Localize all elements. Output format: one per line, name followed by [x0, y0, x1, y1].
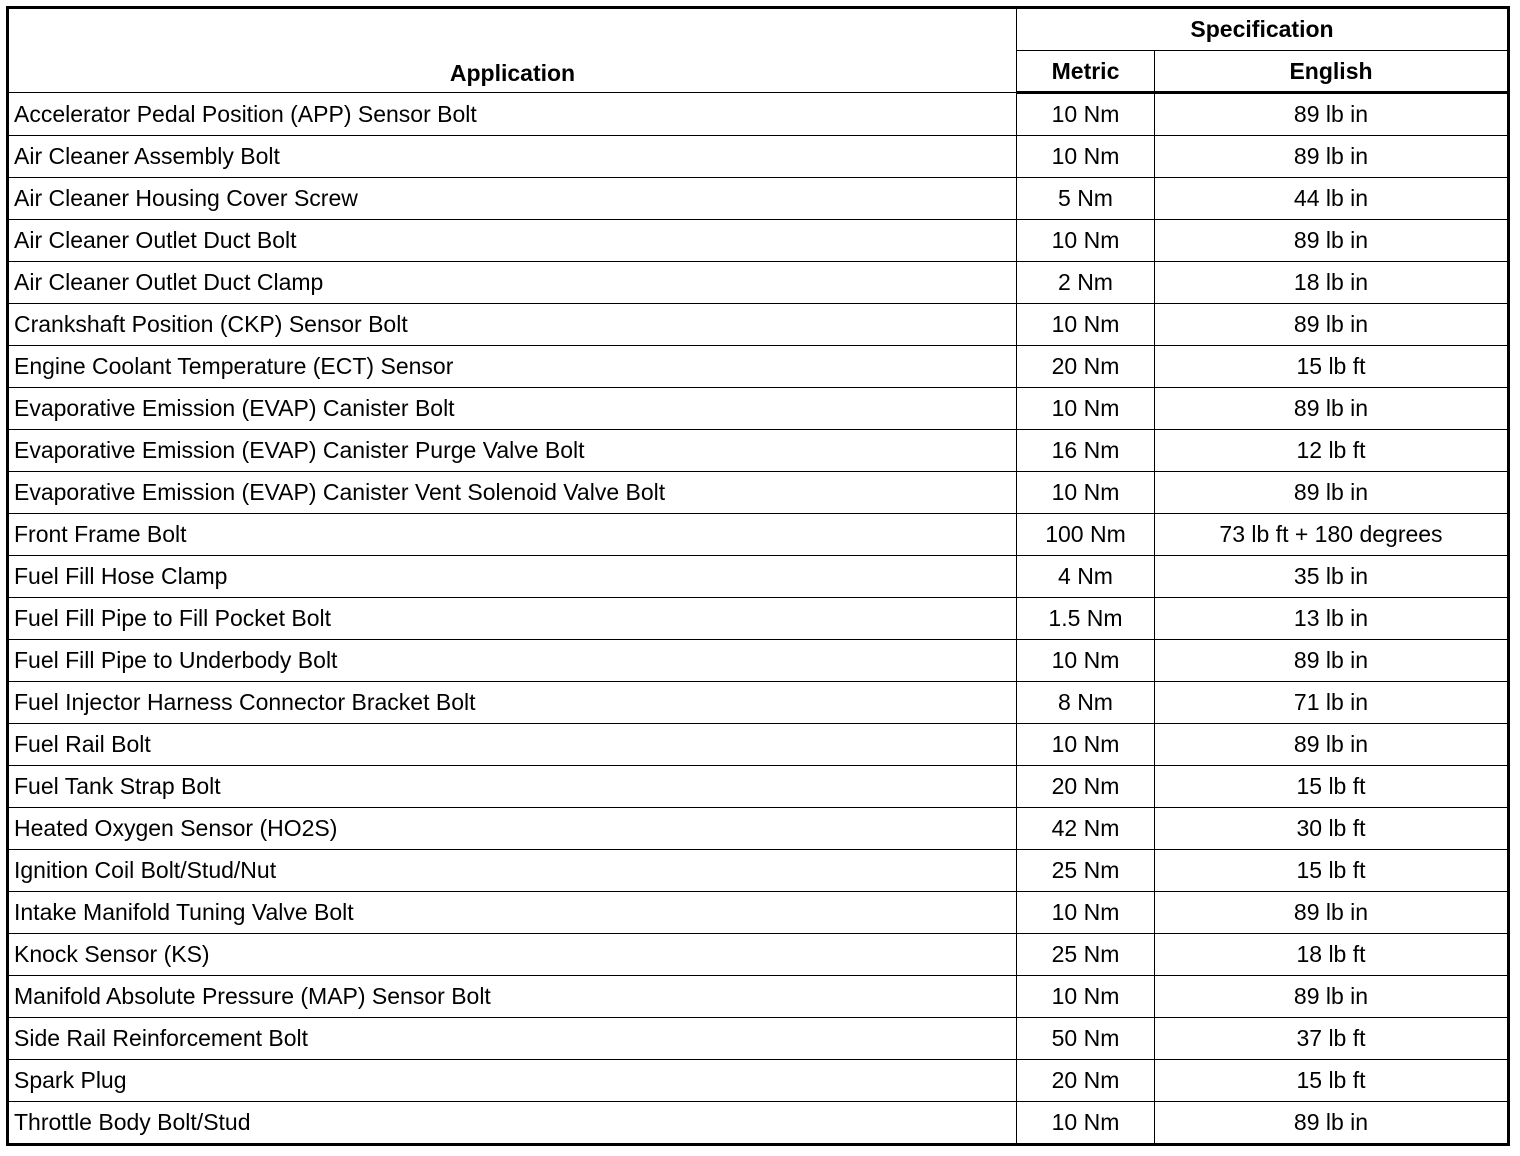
application-cell: Evaporative Emission (EVAP) Canister Vent Solenoid Valve Bolt [8, 472, 1017, 514]
english-value-cell: 13 lb in [1155, 598, 1509, 640]
application-cell: Side Rail Reinforcement Bolt [8, 1018, 1017, 1060]
table-row [8, 1060, 1509, 1102]
metric-value-cell: 42 Nm [1017, 808, 1155, 850]
application-cell: Front Frame Bolt [8, 514, 1017, 556]
english-value-cell: 89 lb in [1155, 724, 1509, 766]
metric-value-cell: 2 Nm [1017, 262, 1155, 304]
metric-value-cell: 20 Nm [1017, 766, 1155, 808]
application-cell: Air Cleaner Outlet Duct Clamp [8, 262, 1017, 304]
english-value-cell: 37 lb ft [1155, 1018, 1509, 1060]
table-row [8, 1018, 1509, 1060]
english-value-cell: 18 lb ft [1155, 934, 1509, 976]
header-row-top [8, 8, 1509, 51]
english-value-cell: 73 lb ft + 180 degrees [1155, 514, 1509, 556]
application-cell: Fuel Injector Harness Connector Bracket Bolt [8, 682, 1017, 724]
table-row [8, 262, 1509, 304]
table-row [8, 514, 1509, 556]
english-value-cell: 89 lb in [1155, 304, 1509, 346]
table-row [8, 766, 1509, 808]
application-cell: Fuel Fill Pipe to Fill Pocket Bolt [8, 598, 1017, 640]
metric-value-cell: 16 Nm [1017, 430, 1155, 472]
table-row [8, 304, 1509, 346]
metric-value-cell: 10 Nm [1017, 1102, 1155, 1145]
metric-value-cell: 1.5 Nm [1017, 598, 1155, 640]
table-header [8, 8, 1509, 93]
metric-value-cell: 8 Nm [1017, 682, 1155, 724]
application-column-header: Application [8, 8, 1017, 93]
metric-value-cell: 25 Nm [1017, 934, 1155, 976]
english-value-cell: 89 lb in [1155, 220, 1509, 262]
application-cell: Engine Coolant Temperature (ECT) Sensor [8, 346, 1017, 388]
english-value-cell: 35 lb in [1155, 556, 1509, 598]
english-value-cell: 89 lb in [1155, 892, 1509, 934]
metric-value-cell: 10 Nm [1017, 640, 1155, 682]
table-row [8, 220, 1509, 262]
english-value-cell: 15 lb ft [1155, 1060, 1509, 1102]
table-row [8, 808, 1509, 850]
application-cell: Manifold Absolute Pressure (MAP) Sensor Bolt [8, 976, 1017, 1018]
table-row [8, 1102, 1509, 1145]
table-row [8, 430, 1509, 472]
metric-value-cell: 10 Nm [1017, 304, 1155, 346]
english-value-cell: 89 lb in [1155, 472, 1509, 514]
english-value-cell: 12 lb ft [1155, 430, 1509, 472]
english-value-cell: 89 lb in [1155, 388, 1509, 430]
application-cell: Evaporative Emission (EVAP) Canister Purge Valve Bolt [8, 430, 1017, 472]
application-cell: Fuel Fill Pipe to Underbody Bolt [8, 640, 1017, 682]
metric-value-cell: 50 Nm [1017, 1018, 1155, 1060]
application-cell: Fuel Tank Strap Bolt [8, 766, 1017, 808]
metric-value-cell: 10 Nm [1017, 93, 1155, 136]
table-row [8, 850, 1509, 892]
application-cell: Ignition Coil Bolt/Stud/Nut [8, 850, 1017, 892]
metric-value-cell: 4 Nm [1017, 556, 1155, 598]
table-row [8, 640, 1509, 682]
metric-column-header: Metric [1017, 51, 1155, 93]
table-row [8, 136, 1509, 178]
application-cell: Accelerator Pedal Position (APP) Sensor Bolt [8, 93, 1017, 136]
english-value-cell: 89 lb in [1155, 93, 1509, 136]
application-cell: Fuel Rail Bolt [8, 724, 1017, 766]
metric-value-cell: 20 Nm [1017, 346, 1155, 388]
application-cell: Fuel Fill Hose Clamp [8, 556, 1017, 598]
metric-value-cell: 20 Nm [1017, 1060, 1155, 1102]
metric-value-cell: 10 Nm [1017, 136, 1155, 178]
english-value-cell: 89 lb in [1155, 1102, 1509, 1145]
application-cell: Air Cleaner Housing Cover Screw [8, 178, 1017, 220]
metric-value-cell: 25 Nm [1017, 850, 1155, 892]
metric-value-cell: 10 Nm [1017, 388, 1155, 430]
english-value-cell: 71 lb in [1155, 682, 1509, 724]
english-column-header: English [1155, 51, 1509, 93]
english-value-cell: 89 lb in [1155, 136, 1509, 178]
application-cell: Air Cleaner Assembly Bolt [8, 136, 1017, 178]
english-value-cell: 89 lb in [1155, 976, 1509, 1018]
table-row [8, 388, 1509, 430]
table-row [8, 472, 1509, 514]
application-cell: Spark Plug [8, 1060, 1017, 1102]
application-cell: Air Cleaner Outlet Duct Bolt [8, 220, 1017, 262]
application-cell: Knock Sensor (KS) [8, 934, 1017, 976]
application-cell: Heated Oxygen Sensor (HO2S) [8, 808, 1017, 850]
metric-value-cell: 5 Nm [1017, 178, 1155, 220]
table-row [8, 682, 1509, 724]
application-cell: Throttle Body Bolt/Stud [8, 1102, 1017, 1145]
metric-value-cell: 10 Nm [1017, 472, 1155, 514]
metric-value-cell: 10 Nm [1017, 724, 1155, 766]
table-row [8, 724, 1509, 766]
table-row [8, 93, 1509, 136]
table-row [8, 976, 1509, 1018]
metric-value-cell: 100 Nm [1017, 514, 1155, 556]
table-row [8, 346, 1509, 388]
english-value-cell: 44 lb in [1155, 178, 1509, 220]
metric-value-cell: 10 Nm [1017, 892, 1155, 934]
metric-value-cell: 10 Nm [1017, 976, 1155, 1018]
table-body [8, 93, 1509, 1145]
table-row [8, 598, 1509, 640]
english-value-cell: 30 lb ft [1155, 808, 1509, 850]
english-value-cell: 15 lb ft [1155, 850, 1509, 892]
english-value-cell: 15 lb ft [1155, 346, 1509, 388]
table-row [8, 892, 1509, 934]
specification-group-header: Specification [1017, 8, 1509, 51]
table-row [8, 934, 1509, 976]
application-cell: Evaporative Emission (EVAP) Canister Bolt [8, 388, 1017, 430]
application-cell: Crankshaft Position (CKP) Sensor Bolt [8, 304, 1017, 346]
fastener-specification-table [6, 6, 1510, 1146]
metric-value-cell: 10 Nm [1017, 220, 1155, 262]
application-cell: Intake Manifold Tuning Valve Bolt [8, 892, 1017, 934]
english-value-cell: 89 lb in [1155, 640, 1509, 682]
english-value-cell: 18 lb in [1155, 262, 1509, 304]
table-row [8, 178, 1509, 220]
english-value-cell: 15 lb ft [1155, 766, 1509, 808]
table-row [8, 556, 1509, 598]
